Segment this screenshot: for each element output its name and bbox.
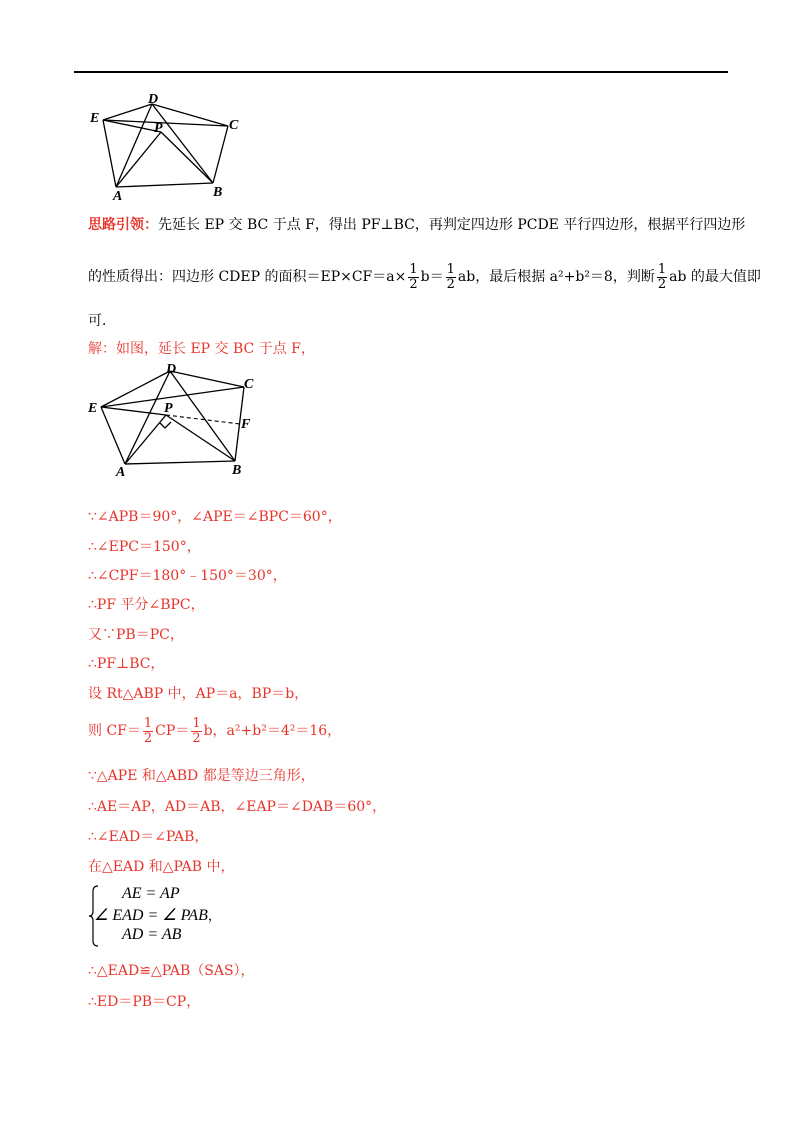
step: ∵△APE 和△ABD 都是等边三角形， [88, 768, 315, 784]
fig1-label-b: B [213, 185, 223, 200]
fig2-label-c: C [244, 377, 254, 392]
fig2-label-a: A [116, 465, 126, 480]
hint-text-2b: b＝ [420, 269, 444, 285]
fig1-label-d: D [148, 92, 159, 107]
step: ∴AE＝AP，AD＝AB，∠EAP＝∠DAB＝60°， [88, 799, 387, 815]
step: ∵∠APB＝90°，∠APE＝∠BPC＝60°， [88, 509, 342, 525]
fig1-label-p: P [154, 121, 163, 136]
hint-label: 思路引领： [88, 217, 158, 233]
cf-text-a: 则 CF＝ [88, 723, 141, 739]
fraction: $\frac{1}{2}$ [446, 261, 455, 292]
step: ∴∠EPC＝150°， [88, 539, 201, 555]
fig1-label-c: C [229, 118, 239, 133]
hint-line-2 [88, 260, 761, 294]
fig2-label-e: E [88, 401, 98, 416]
fraction: $\frac{1}{2}$ [409, 261, 418, 292]
cf-text-b: CP＝ [155, 723, 190, 739]
step: ∴∠EAD＝∠PAB， [88, 829, 209, 845]
hint-text-2d: ab 的最大值即 [669, 269, 761, 285]
step: 在△EAD 和△PAB 中， [88, 859, 235, 875]
hint-line-1 [88, 216, 745, 234]
fig1-label-a: A [113, 189, 123, 204]
hint-text-1: 先延长 EP 交 BC 于点 F，得出 PF⊥BC，再判定四边形 PCDE 平行四边形，根据平行四边形 [158, 217, 746, 233]
figure-1 [86, 92, 246, 204]
cf-text-c: b，a²+b²＝4²＝16， [203, 723, 342, 739]
header-rule [74, 71, 728, 73]
equation-row: AD = AB [122, 926, 182, 943]
figure-2 [86, 362, 266, 480]
fraction: $\frac{1}{2}$ [143, 715, 153, 746]
hint-text-2a: 的性质得出：四边形 CDEP 的面积＝EP×CF＝a× [88, 269, 407, 285]
solution-intro: 解：如图，延长 EP 交 BC 于点 F， [88, 341, 315, 357]
fig1-label-e: E [90, 111, 100, 126]
hint-text-2c: ab，最后根据 a²+b²＝8，判断 [457, 269, 655, 285]
fig2-label-p: P [164, 401, 173, 416]
step: ∴PF 平分∠BPC， [88, 597, 205, 613]
fig2-label-f: F [241, 417, 251, 432]
fig2-label-d: D [166, 362, 177, 377]
cf-line [88, 714, 341, 748]
equation-system [88, 885, 248, 947]
step: ∴ED＝PB＝CP， [88, 994, 201, 1010]
fraction: $\frac{1}{2}$ [192, 715, 201, 746]
equation-row: AE = AP [122, 885, 180, 902]
step: ∴△EAD≌△PAB（SAS）， [88, 963, 255, 979]
step: 又∵PB＝PC， [88, 627, 184, 643]
fraction: $\frac{1}{2}$ [657, 261, 667, 292]
step: ∴∠CPF＝180°﹣150°＝30°， [88, 568, 287, 584]
equation-row: ∠ EAD = ∠ PAB， [94, 907, 221, 924]
step: ∴PF⊥BC， [88, 656, 165, 672]
hint-line-3: 可． [88, 313, 116, 329]
fig2-label-b: B [232, 463, 242, 478]
step: 设 Rt△ABP 中，AP＝a，BP＝b， [88, 686, 309, 702]
